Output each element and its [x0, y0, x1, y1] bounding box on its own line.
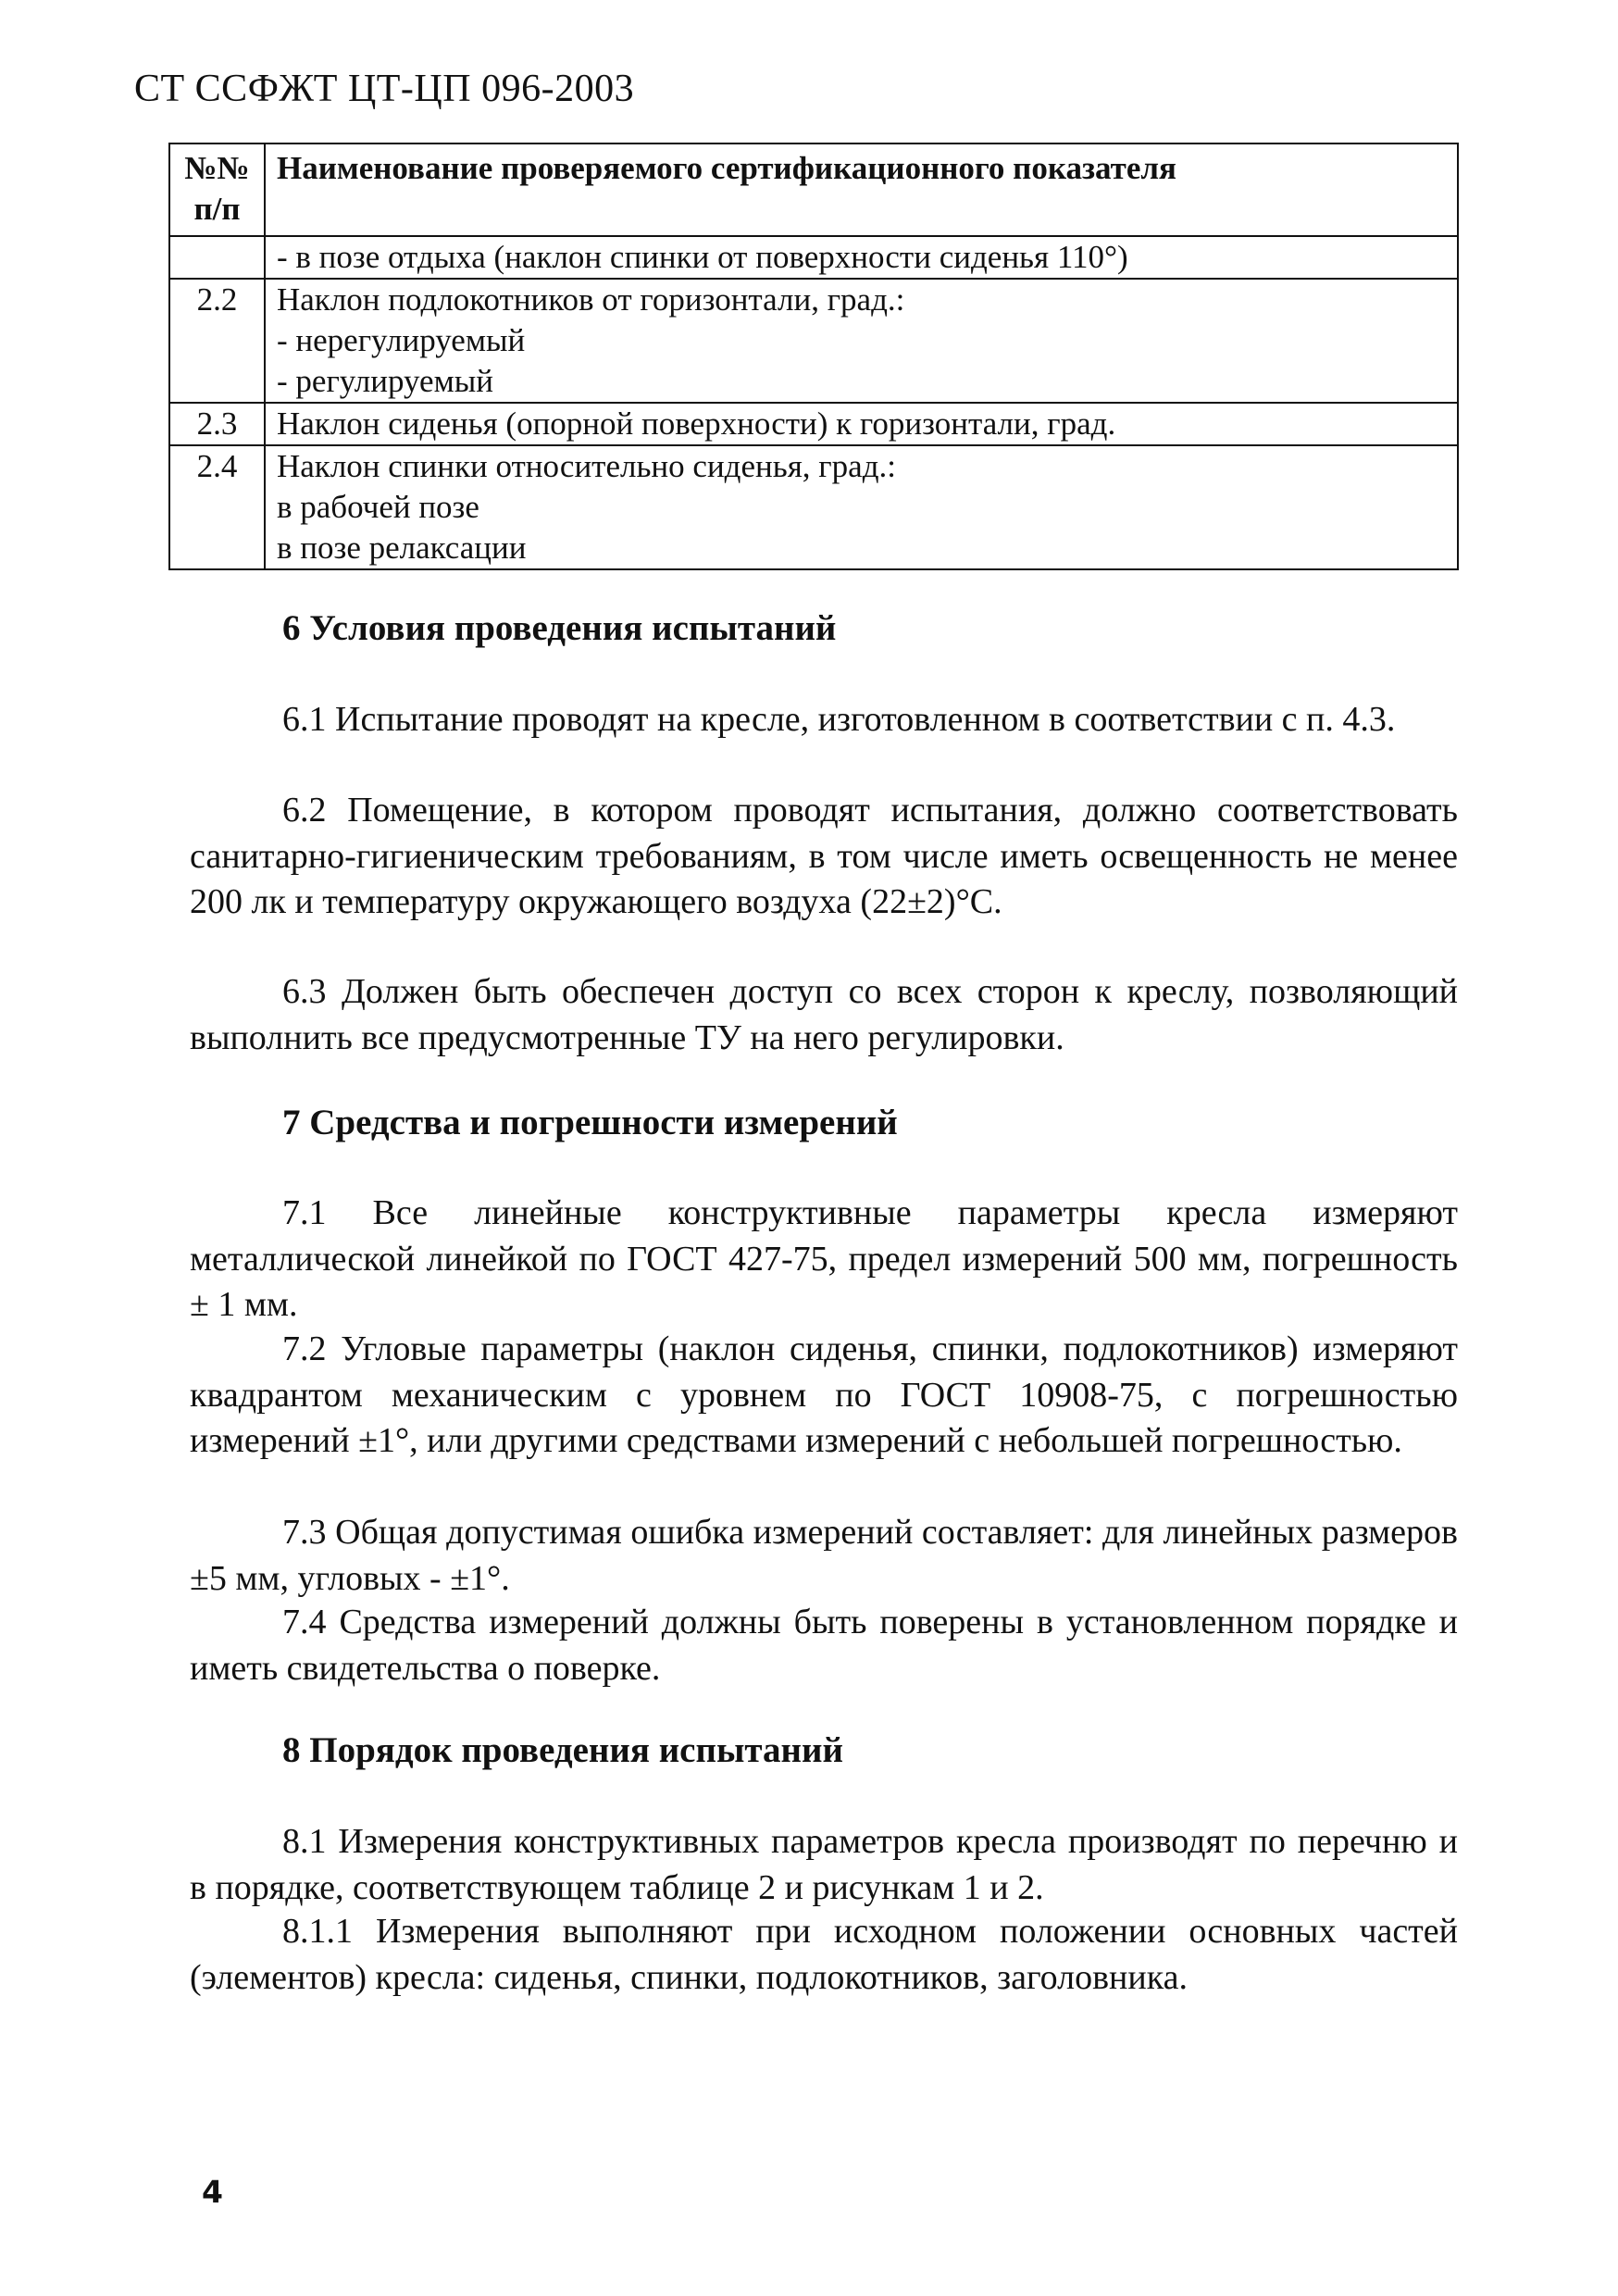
paragraph-7-3: 7.3 Общая допустимая ошибка измерений составляет: для линейных размеров ±5 мм, угловых - ±1°.: [190, 1513, 1458, 1598]
certification-indicators-table: [168, 143, 1459, 570]
column-header-indicator-name: Наименование проверяемого сертификационного показателя: [265, 144, 1458, 236]
row-text-line: Наклон спинки относительно сиденья, град.:: [277, 448, 896, 484]
row-text-line: Наклон подлокотников от горизонтали, град.:: [277, 281, 905, 318]
table-row: [169, 445, 1458, 569]
paragraph-7-1: 7.1 Все линейные конструктивные параметры кресла измеряют металлической линейкой по ГОСТ 427-75, предел измерений 500 мм, погрешность ± 1 мм.: [190, 1193, 1458, 1324]
section-6-title: 6 Условия проведения испытаний: [282, 608, 837, 648]
document-code-header: СТ ССФЖТ ЦТ-ЦП 096-2003: [134, 68, 635, 110]
paragraph-8-1-1: 8.1.1 Измерения выполняют при исходном положении основных частей (элементов) кресла: сиденья, спинки, подлокотников, заголовника.: [190, 1912, 1458, 1997]
row-indicator: [265, 279, 1458, 403]
row-number: [169, 236, 265, 279]
row-number: 2.4: [169, 445, 265, 569]
paragraph-6-2: 6.2 Помещение, в котором проводят испытания, должно соответствовать санитарно-гигиеническим требованиям, в том числе иметь освещенность не менее 200 лк и температуру окружающего воздуха (22±2)°С.: [190, 791, 1458, 921]
row-text-line: Наклон сиденья (опорной поверхности) к горизонтали, град.: [277, 406, 1116, 442]
row-indicator: [265, 445, 1458, 569]
row-number: 2.3: [169, 403, 265, 445]
row-text-line: - нерегулируемый: [277, 322, 526, 358]
table-row: [169, 279, 1458, 403]
row-number: 2.2: [169, 279, 265, 403]
row-text-line: - регулируемый: [277, 363, 493, 399]
table-row: [169, 236, 1458, 279]
paragraph-8-1: 8.1 Измерения конструктивных параметров кресла производят по перечню и в порядке, соответствующем таблице 2 и рисункам 1 и 2.: [190, 1822, 1458, 1907]
section-7-title: 7 Средства и погрешности измерений: [282, 1103, 898, 1142]
paragraph-6-3: 6.3 Должен быть обеспечен доступ со всех сторон к креслу, позволяющий выполнить все предусмотренные ТУ на него регулировки.: [190, 972, 1458, 1057]
row-indicator: [265, 403, 1458, 445]
row-text-line: - в позе отдыха (наклон спинки от поверхности сиденья 110°): [277, 239, 1128, 275]
table-row: [169, 403, 1458, 445]
paragraph-7-4: 7.4 Средства измерений должны быть поверены в установленном порядке и иметь свидетельства о поверке.: [190, 1603, 1458, 1688]
paragraph-7-2: 7.2 Угловые параметры (наклон сиденья, спинки, подлокотников) измеряют квадрантом механическим с уровнем по ГОСТ 10908-75, с погрешностью измерений ±1°, или другими средствами измерений с небольшей погрешностью.: [190, 1329, 1458, 1460]
paragraph-6-1: 6.1 Испытание проводят на кресле, изготовленном в соответствии с п. 4.3.: [282, 700, 1396, 739]
section-8-title: 8 Порядок проведения испытаний: [282, 1730, 843, 1770]
row-indicator: [265, 236, 1458, 279]
column-header-number: №№ п/п: [169, 144, 265, 236]
table-header-row: [169, 144, 1458, 236]
row-text-line: в рабочей позе: [277, 489, 479, 525]
row-text-line: в позе релаксации: [277, 530, 527, 566]
page-number: 4: [202, 2174, 223, 2210]
